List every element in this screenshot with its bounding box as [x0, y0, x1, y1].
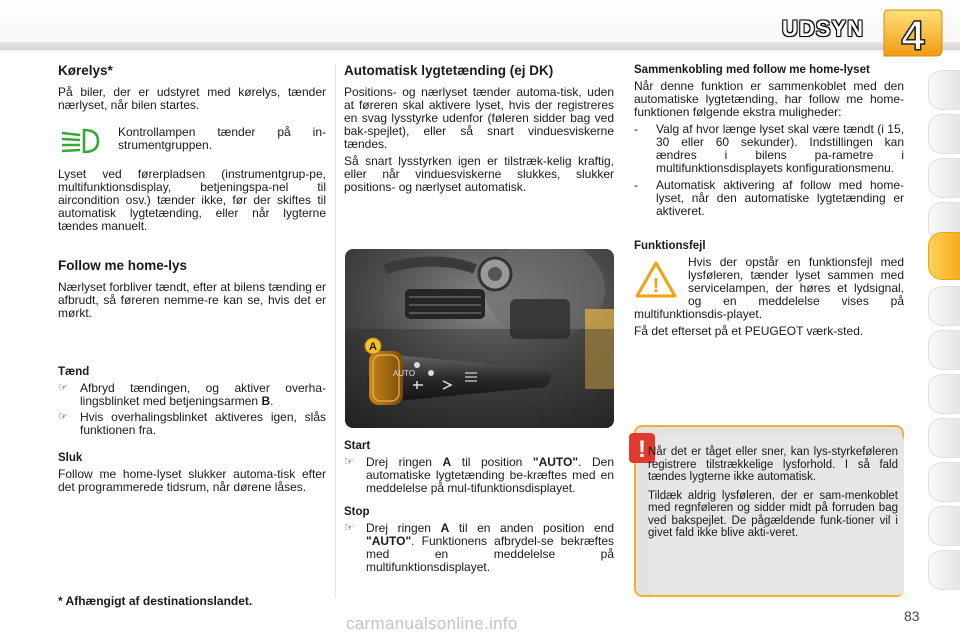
funktionsfejl-heading: Funktionsfejl	[634, 240, 706, 252]
korelys-paragraph-2: Lyset ved førerpladsen (instrumentgrup-pe, multifunktionsdisplay, betjeningspa-nel til aircondition osv.) tænder ikke, før der skiftes til automatisk lygtetænding, eller når lygterne tændes manuelt.	[58, 167, 326, 233]
taend-item-1: ☞ Afbryd tændingen, og aktiver overha-lingsblinket med betjeningsarmen B.	[58, 381, 326, 408]
photo-auto-label: AUTO	[393, 369, 416, 378]
chapter-title: UDSYN	[781, 16, 864, 41]
note-text	[648, 446, 898, 546]
taend-heading: Tænd	[58, 366, 90, 378]
pointing-hand-icon: ☞	[344, 522, 354, 534]
sammenkobling-heading: Sammenkobling med follow me home-lyset	[634, 64, 870, 76]
header-strip	[0, 42, 960, 50]
low-beam-lamp-icon	[58, 126, 102, 156]
warning-triangle-icon	[634, 260, 678, 300]
chapter-tab-10[interactable]	[928, 462, 960, 502]
light-stalk-photo	[345, 249, 614, 428]
pointing-hand-icon: ☞	[58, 382, 68, 394]
taend-item-2: ☞ Hvis overhalingsblinket aktiveres igen, slås funktionen fra.	[58, 410, 326, 437]
korelys-paragraph: På biler, der er udstyret med kørelys, tænder nærlyset, når bilen startes.	[58, 85, 326, 112]
page-number: 83	[904, 608, 920, 624]
funktionsfejl-paragraph-2: Få det efterset på et PEUGEOT værk-sted.	[634, 324, 864, 338]
photo-label-a: A	[369, 341, 377, 353]
watermark: carmanualsonline.info	[346, 614, 518, 633]
chapter-number-badge	[880, 6, 944, 60]
follow-heading: Follow me home-lys	[58, 258, 188, 273]
chapter-tab-9[interactable]	[928, 418, 960, 458]
note-paragraph-2: Tildæk aldrig lysføleren, der er sam-menkoblet med regnføleren og sidder midt på forruden bag ved bakspejlet. De pågældende funk-tioner vil i givet fald ikke blive akti-veret.	[648, 489, 898, 539]
chapter-tab-active[interactable]	[928, 232, 960, 280]
stop-item: ☞ Drej ringen A til en anden position end "AUTO". Funktionens afbrydel-se bekræftes med en meddelelse på multifunktionsdisplayet.	[344, 521, 614, 574]
chapter-tab-12[interactable]	[928, 550, 960, 590]
auto-paragraph-1: Positions- og nærlyset tænder automa-tisk, uden at føreren skal aktivere lyset, hvis der registreres en svag lysstyrke udenfor (føleren sidder bag ved bak-spejlet), eller så snart vinduesviskerne tændes.	[344, 85, 614, 151]
column-middle-lower	[344, 440, 614, 577]
chapter-number: 4	[901, 12, 925, 59]
lamp-description: Kontrollampen tænder på in-strumentgruppen.	[118, 125, 326, 152]
column-middle	[344, 64, 614, 198]
chapter-tab-1[interactable]	[928, 70, 960, 110]
sammenkobling-item-1: - Valg af hvor længe lyset skal være tændt (i 15, 30 eller 60 sekunder). Indstillingen kan ændres i bilens pa-rametre i multifunktionsdisplayets konfigurationsmenu.	[634, 122, 904, 175]
start-item: ☞ Drej ringen A til position "AUTO". Den automatiske lygtetænding be-kræftes med en meddelelse på mul-tifunktionsdisplayet.	[344, 455, 614, 495]
footnote: * Afhængigt af destinationslandet.	[58, 594, 253, 608]
korelys-heading: Kørelys*	[58, 63, 113, 78]
chapter-tab-11[interactable]	[928, 506, 960, 546]
sammenkobling-item-2: - Automatisk aktivering af follow med home-lyset, når den automatiske lygtetænding er aktiveret.	[634, 178, 904, 218]
funktionsfejl-block	[634, 256, 904, 325]
chapter-tab-7[interactable]	[928, 330, 960, 370]
pointing-hand-icon: ☞	[344, 456, 354, 468]
column-divider	[335, 64, 336, 598]
indicator-lamp-row	[58, 126, 326, 156]
auto-paragraph-2: Så snart lysstyrken igen er tilstræk-kelig kraftig, eller når vinduesviskerne slukkes, slukker positions- og nærlyset automatisk.	[344, 154, 614, 194]
sluk-heading: Sluk	[58, 452, 83, 464]
chapter-tab-6[interactable]	[928, 286, 960, 326]
funktionsfejl-paragraph: Hvis der opstår en funktionsfejl med lysføleren, tænder lyset sammen med servicelampen, der høres et lydsignal, og en meddelelse vises på multifunktionsdis-playet.	[634, 255, 904, 321]
svg-text:!: !	[652, 275, 660, 297]
chapter-tab-3[interactable]	[928, 158, 960, 198]
svg-text:!: !	[638, 436, 646, 463]
follow-paragraph: Nærlyset forbliver tændt, efter at bilens tænding er afbrudt, så føreren nemme-re kan se, hvis det er mørkt.	[58, 280, 326, 320]
start-heading: Start	[344, 440, 371, 452]
note-paragraph-1: Når det er tåget eller sner, kan lys-styrkeføleren registrere tilstrækkelige lysforhold. I så fald tændes lygterne ikke automatisk.	[648, 446, 898, 483]
column-right	[634, 64, 904, 342]
column-left	[58, 64, 326, 498]
sluk-paragraph: Follow me home-lyset slukker automa-tisk efter det programmerede tidsrum, når dørene låses.	[58, 467, 326, 494]
pointing-hand-icon: ☞	[58, 411, 68, 423]
stop-heading: Stop	[344, 506, 370, 518]
chapter-tab-2[interactable]	[928, 114, 960, 154]
sammenkobling-paragraph: Når denne funktion er sammenkoblet med den automatiske lygtetænding, har follow me home-funktionen følgende ekstra muligheder:	[634, 79, 904, 119]
auto-heading: Automatisk lygtetænding (ej DK)	[344, 63, 554, 78]
chapter-tab-8[interactable]	[928, 374, 960, 414]
